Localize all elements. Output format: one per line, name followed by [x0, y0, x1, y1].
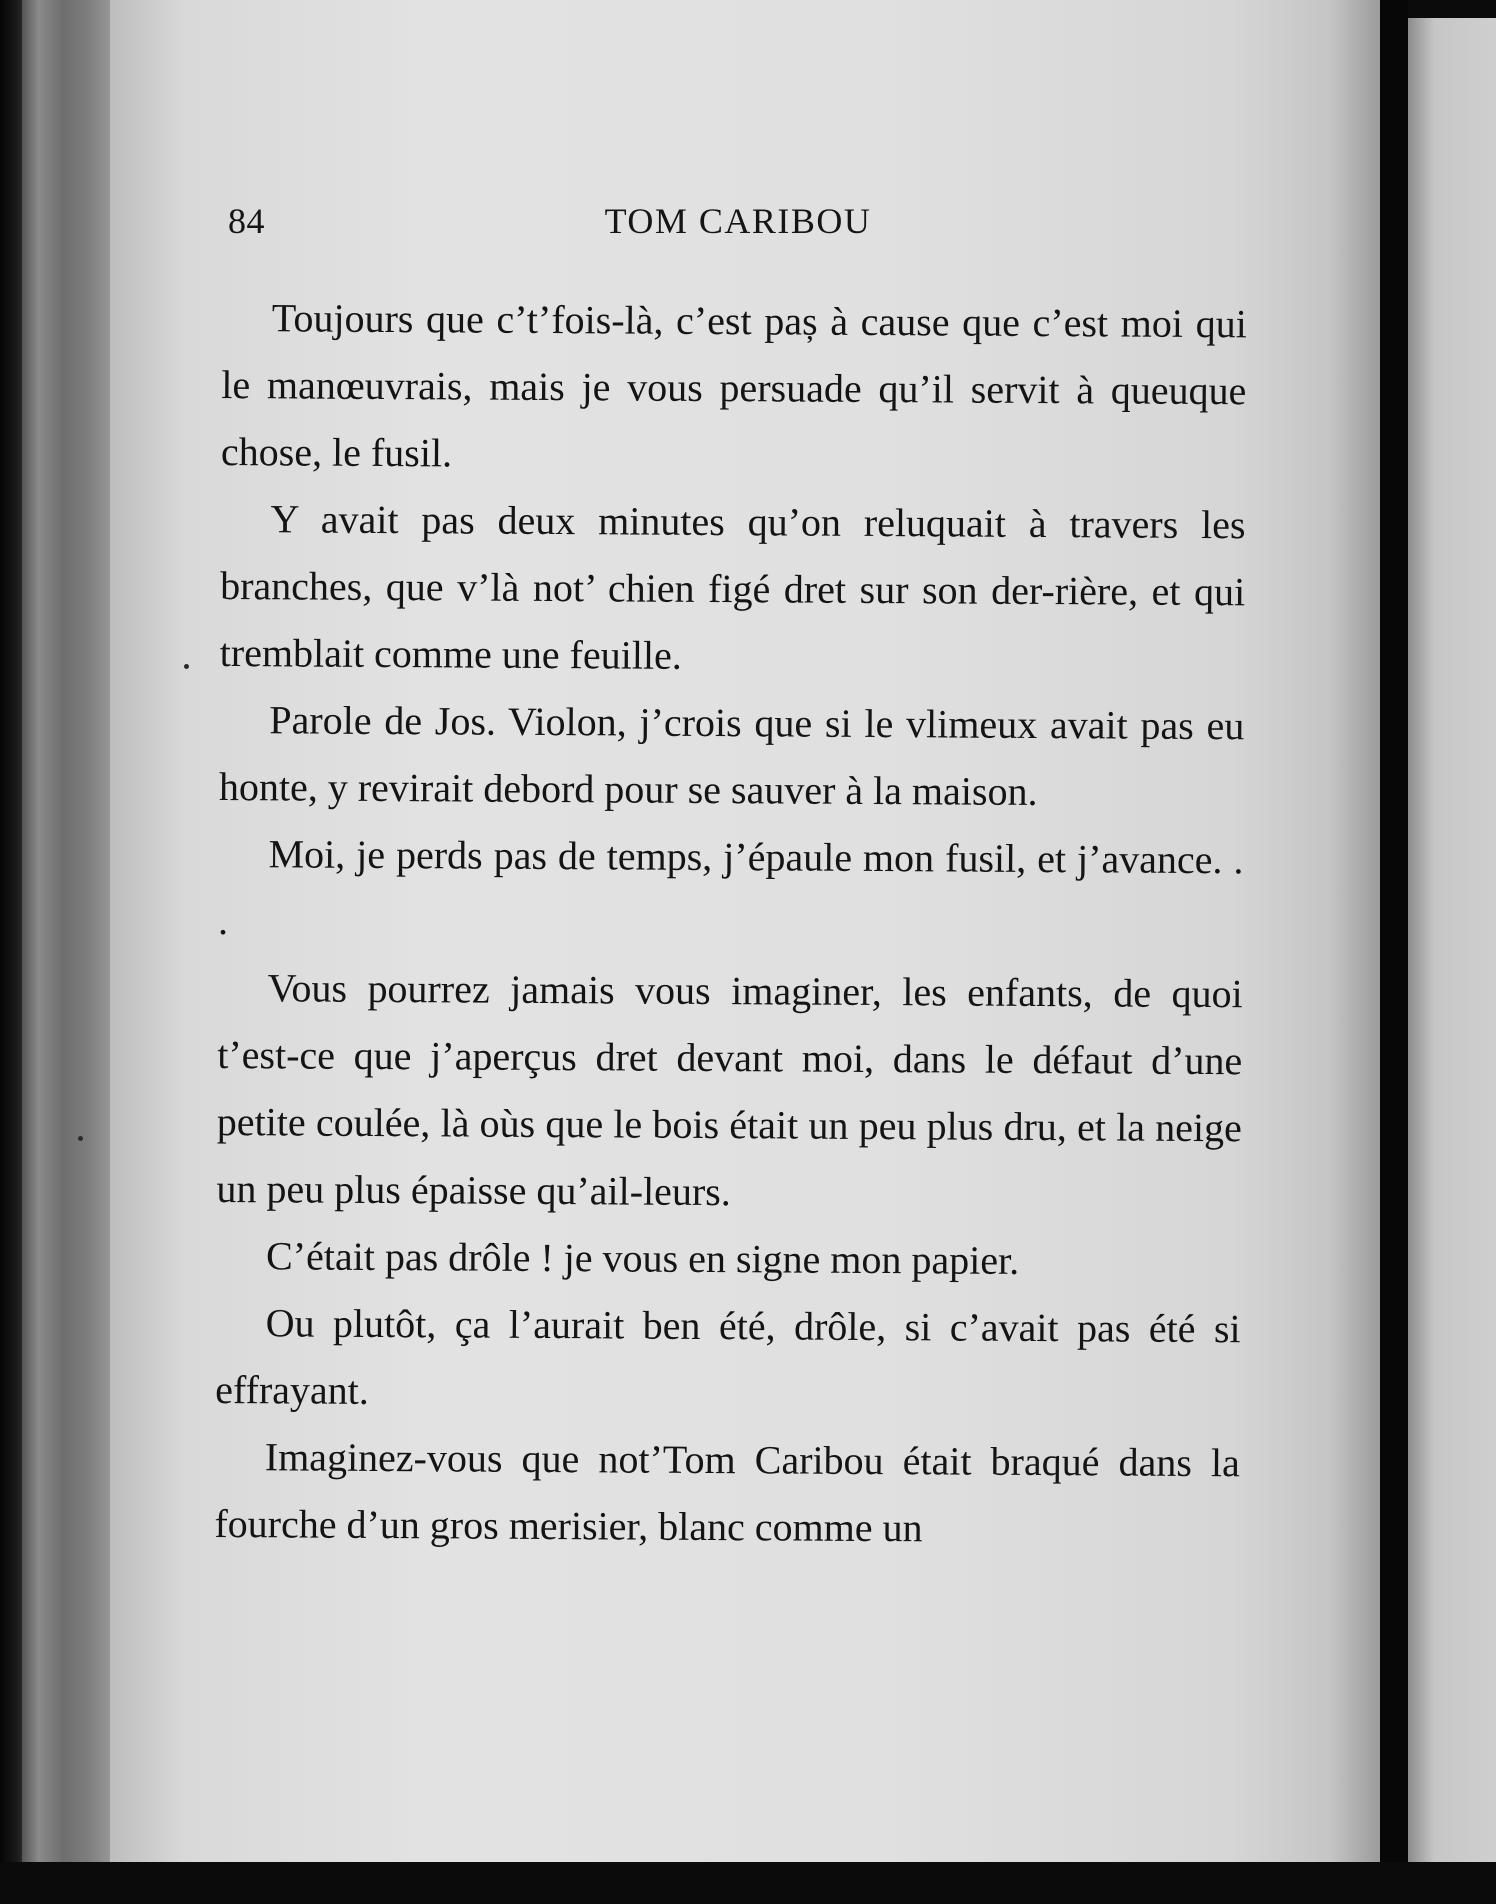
page-gutter-shadow	[1330, 0, 1382, 1862]
running-title: TOM CARIBOU	[604, 201, 872, 241]
paragraph: Toujours que c’t’fois-là, c’est paș à cause que c’est moi qui le manœuvrais, mais je vous persuade qu’il servit à queuque chose, le fusil.	[220, 295, 1247, 476]
ink-speck	[184, 664, 189, 669]
paragraph: Y avait pas deux minutes qu’on reluquait à travers les branches, que v’là not’ chien figé dret sur son der-rière, et qui tremblait comme une feuille.	[219, 496, 1246, 678]
facing-page-edge	[1408, 18, 1496, 1878]
book-spine-edge	[22, 0, 114, 1872]
body-text	[214, 284, 1247, 1563]
paragraph: Vous pourrez jamais vous imaginer, les enfants, de quoi t’est-ce que j’aperçus dret devant moi, dans le défaut d’une petite coulée, là oùs que le bois était un peu plus dru, et la neige un peu plus épaisse qu’ail-leurs.	[216, 965, 1243, 1215]
book-gutter	[1380, 0, 1408, 1904]
page-number: 84	[228, 201, 265, 241]
page-header	[228, 200, 1248, 250]
paragraph: Ou plutôt, ça l’aurait ben été, drôle, si c’avait pas été si effrayant.	[215, 1300, 1241, 1413]
paragraph: Parole de Jos. Violon, j’crois que si le vlimeux avait pas eu honte, y revirait debord pour se sauver à la maison.	[218, 697, 1245, 814]
paragraph: C’était pas drôle ! je vous en signe mon papier.	[265, 1233, 1020, 1283]
ink-speck	[78, 1136, 83, 1141]
paragraph: Imaginez-vous que not’Tom Caribou était braqué dans la fourche d’un gros merisier, blanc comme un	[214, 1434, 1240, 1551]
bottom-edge	[0, 1862, 1496, 1904]
paragraph: Moi, je perds pas de temps, j’épaule mon fusil, et j’avance. . .	[217, 831, 1244, 944]
